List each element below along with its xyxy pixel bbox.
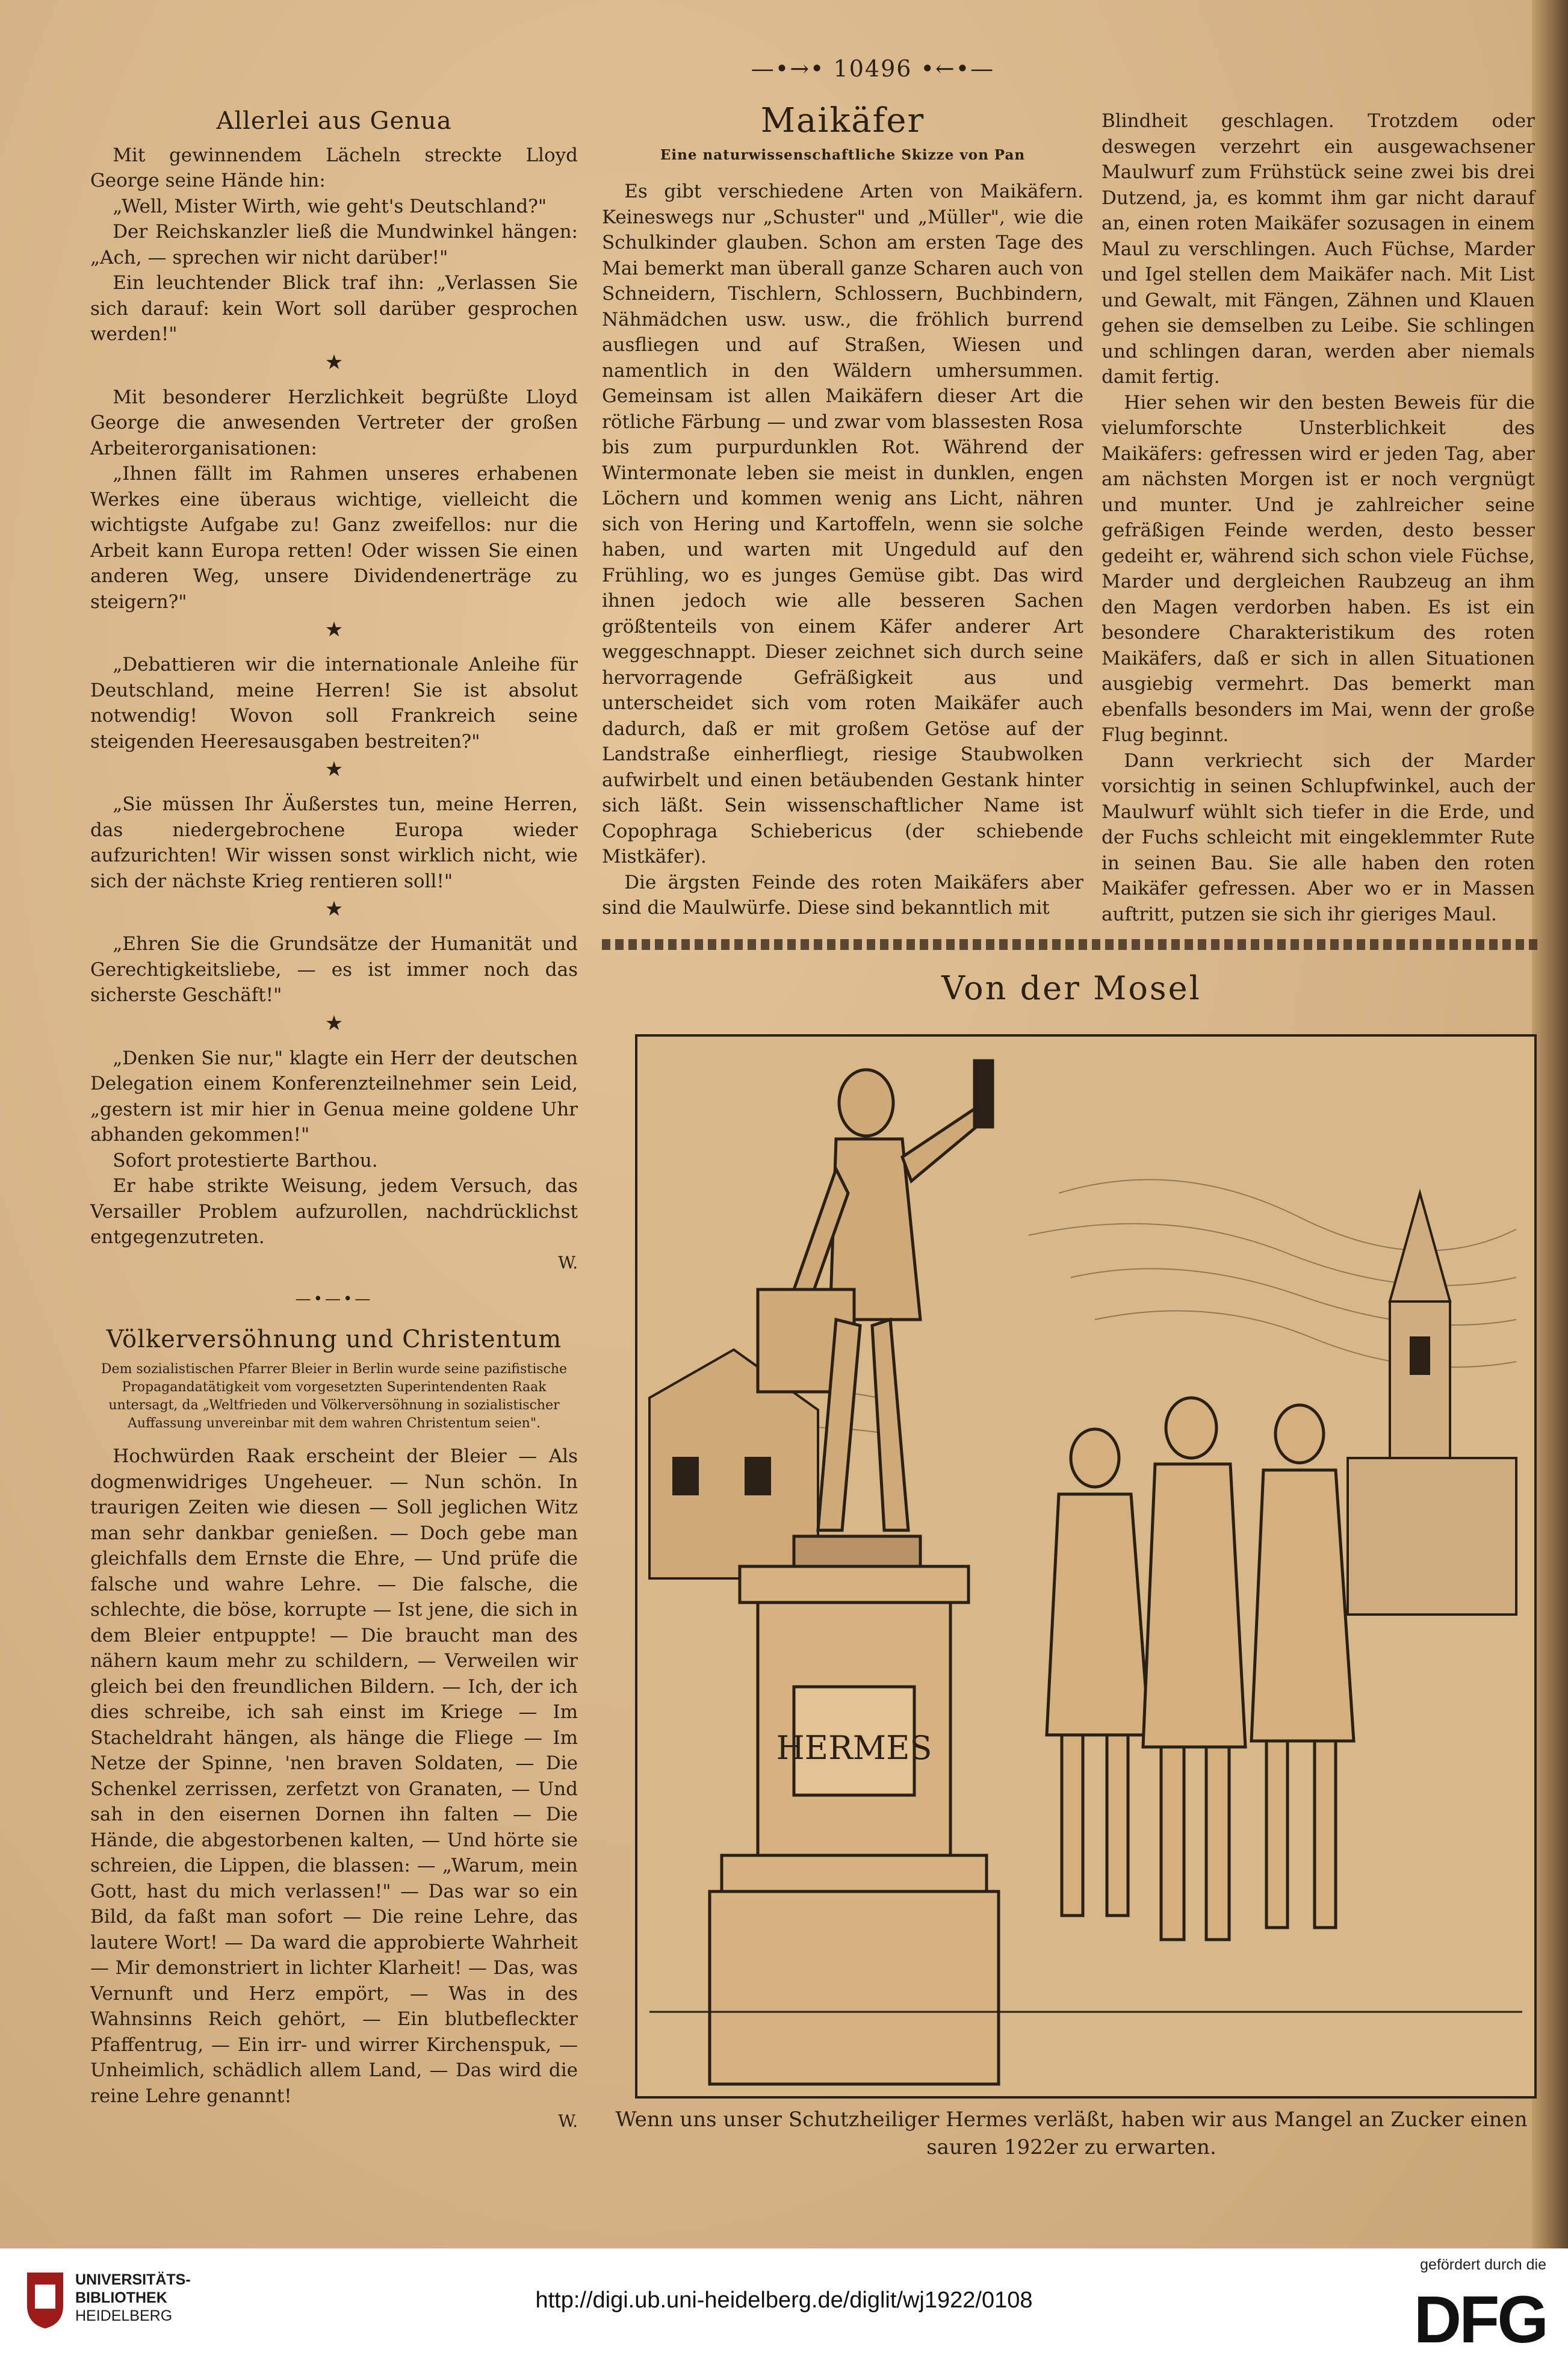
article-lead: Dem sozialistischen Pfarrer Bleier in Berlin wurde seine pazifistische Propagandatätigkeit vom vorgesetzten Superintendenten Raak untersagt, da „Weltfrieden und Völkerversöhnung in sozialistischer Auffassung unvereinbar mit dem wahren Christentum seien". <box>101 1362 568 1431</box>
left-column <box>90 108 578 2135</box>
cartoon-drawing <box>637 1037 1534 2096</box>
paragraph: Hier sehen wir den besten Beweis für die vielumforschte Unsterblichkeit des Maikäfers: gefressen wird er jeden Tag, aber am nächsten Morgen ist er noch vergnügt und munter. Und je zahlreicher seine gefräßigen Feinde werden, desto besser gedeiht er, während sich schon viele Füchse, Marder und dergleichen Raubzeug an ihm den Magen verdorben haben. Es ist ein besondere Charakteristikum des roten Maikäfers, daß er sich in allen Situationen ausgiebig vermehrt. Das bemerkt man ebenfalls besonders im Mai, wenn der große Flug beginnt. <box>1102 391 1535 746</box>
institution-line: BIBLIOTHEK <box>75 2289 167 2306</box>
star-separator: ★ <box>324 618 344 642</box>
illustration-heading: Von der Mosel <box>941 969 1201 1007</box>
book-spine <box>1532 0 1568 2248</box>
paragraph: Er habe strikte Weisung, jedem Versuch, das Versailler Problem aufzurollen, nachdrücklichst entgegenzutreten. <box>90 1175 578 1248</box>
paragraph: Die ärgsten Feinde des roten Maikäfers aber sind die Maulwürfe. Diese sind bekanntlich mit <box>602 871 1083 919</box>
paragraph: Mit besonderer Herzlichkeit begrüßte Lloyd George die anwesenden Vertreter der großen Arbeiterorganisationen: <box>90 386 578 459</box>
source-url-link[interactable]: http://digi.ub.uni-heidelberg.de/diglit/wj1922/0108 <box>535 2288 1033 2313</box>
paragraph: Dann verkriecht sich der Marder vorsichtig in seinen Schlupfwinkel, auch der Maulwurf wühlt sich tiefer in die Erde, und der Fuchs schleicht mit eingeklemmter Rute in seinen Bau. Sie alle haben den roten Maikäfer gefressen. Aber wo er in Massen auftritt, putzen sie sich ihr gieriges Maul. <box>1102 749 1535 925</box>
pedestal-drawing <box>710 1566 999 2084</box>
paragraph: Der Reichskanzler ließ die Mundwinkel hängen: „Ach, — sprechen wir nicht darüber!" <box>90 221 578 268</box>
right-column <box>1102 108 1535 927</box>
quote: „Well, Mister Wirth, wie geht's Deutschland?" <box>113 195 547 217</box>
signature: W. <box>558 1252 578 1273</box>
institution-line: HEIDELBERG <box>75 2307 173 2324</box>
three-men-drawing <box>1047 1398 1354 1940</box>
cartoon-illustration <box>635 1034 1537 2099</box>
quote: „Sie müssen Ihr Äußerstes tun, meine Herren, das niedergebrochene Europa wieder aufzurichten! Wir wissen sonst wirklich nicht, wie sich der nächste Krieg rentieren soll!" <box>90 793 578 892</box>
article-title-genua: Allerlei aus Genua <box>216 107 452 135</box>
illustration-caption: Wenn uns unser Schutzheiliger Hermes verläßt, haben wir aus Mangel an Zucker einen sauren 1922er zu erwarten. <box>615 2108 1528 2159</box>
middle-column <box>602 101 1083 921</box>
institution-line: UNIVERSITÄTS- <box>75 2271 191 2288</box>
quote: „Ehren Sie die Grundsätze der Humanität und Gerechtigkeitsliebe, — es ist immer noch das sicherste Geschäft!" <box>90 933 578 1006</box>
article-title-voelkerversoehnung: Völkerversöhnung und Christentum <box>106 1325 562 1353</box>
church-drawing <box>1348 1193 1516 1615</box>
poem-text: Hochwürden Raak erscheint der Bleier — Als dogmenwidriges Ungeheuer. — Nun schön. In traurigen Zeiten wie diesen — Soll jeglichen Witz man sehr dankbar genießen. — Doch gebe man gleichfalls dem Ernste die Ehre, — Und prüfe die falsche und wahre Lehre. — Die falsche, die schlechte, die böse, korrupte — Ist jene, die sich in dem Bleier entpuppte! — Die braucht man des nähern kaum mehr zu schildern, — Verweilen wir gleich bei den freundlichen Bildern. — Ich, der ich dies schreibe, ich sah einst im Kriege — Im Stacheldraht hängen, als hänge die Fliege — Im Netze der Spinne, 'nen braven Soldaten, — Die Schenkel zerrissen, zerfetzt von Granaten, — Und sah in den eisernen Dornen ihn falten — Die Hände, die abgestorbenen kalten, — Und hörte sie schreien, die Lippen, die blassen: — „Warum, mein Gott, hast du mich verlassen!" — Das war so ein Bild, da faßt man sofort — Die reine Lehre, das lautere Wort! — Da ward die approbierte Wahrheit — Mir demonstriert in lichter Klarheit! — Das, was Vernunft und Herz empört, — Was in des Wahnsinns Reich gehört, — Ein blutbefleckter Pfaffentrug, — Ein irr- und wirrer Kirchenspuk, — Unheimlich, schädlich allem Land, — Das wird die reine Lehre genannt! <box>90 1445 578 2107</box>
wavy-divider <box>602 939 1541 950</box>
paragraph: Mit gewinnendem Lächeln streckte Lloyd George seine Hände hin: <box>90 144 578 191</box>
paragraph: Ein leuchtender Blick traf ihn: „Verlassen Sie sich darauf: kein Wort soll darüber gesprochen werden!" <box>90 272 578 345</box>
pedestal-inscription: HERMES <box>776 1729 932 1767</box>
star-separator: ★ <box>324 350 344 374</box>
article-subtitle: Eine naturwissenschaftliche Skizze von Pan <box>660 146 1026 163</box>
signature: W. <box>558 2111 578 2131</box>
ornament-divider: —•—•— <box>295 1290 373 1308</box>
page-number: —•→• 10496 •←•— <box>751 55 995 82</box>
article-title-maikaefer: Maikäfer <box>760 101 925 140</box>
paragraph: Blindheit geschlagen. Trotzdem oder deswegen verzehrt ein ausgewachsener Maulwurf zum Frühstück seine zwei bis drei Dutzend, ja, es kommt ihm gar nicht darauf an, einen roten Maikäfer sozusagen in einem Maul zu verschlingen. Auch Füchse, Marder und Igel stellen dem Maikäfer nach. Mit List und Gewalt, mit Fängen, Zähnen und Klauen gehen sie demselben zu Leibe. Sie schlingen und schlingen daran, werden aber niemals damit fertig. <box>1102 110 1535 388</box>
quote: „Denken Sie nur," klagte ein Herr der deutschen Delegation einem Konferenzteilnehmer sein Leid, „gestern ist mir hier in Genua meine goldene Uhr abhanden gekommen!" <box>90 1047 578 1146</box>
star-separator: ★ <box>324 757 344 781</box>
paragraph: Es gibt verschiedene Arten von Maikäfern. Keineswegs nur „Schuster" und „Müller", wie die Schulkinder glauben. Schon am ersten Tage des Mai bemerkt man überall ganze Scharen auch von Schneidern, Tischlern, Schlossern, Buchbindern, Nähmädchen usw. usw., die fröhlich burrend ausfliegen und auf Straßen, Wiesen und namentlich in den Wäldern umhersummen. Gemeinsam ist allen Maikäfern dieser Art die rötliche Färbung — und zwar vom blassesten Rosa bis zum purpurdunklen Rot. Während der Wintermonate leben sie meist in dunklen, engen Löchern und kommen wenig ans Licht, nähren sich von Hering und Kartoffeln, wenn sie solche haben, und warten mit Ungeduld auf den Frühling, wo es junges Gemüse gibt. Das wird ihnen jedoch wie alle besseren Sachen größtenteils von einem Käfer anderer Art weggeschnappt. Dieser zeichnet sich durch seine hervorragende Gefräßigkeit aus und unterscheidet sich vom roten Maikäfer auch dadurch, daß er mit großem Getöse auf der Landstraße einherfliegt, riesige Staubwolken aufwirbelt und einen betäubenden Gestank hinter sich läßt. Sein wissenschaftlicher Name ist Copophraga Schiebericus (der schiebende Mistkäfer). <box>602 181 1083 867</box>
quote: „Debattieren wir die internationale Anleihe für Deutschland, meine Herren! Sie ist absolut notwendig! Wovon soll Frankreich seine steigenden Heeresausgaben bestreiten?" <box>90 654 578 752</box>
quote: „Ihnen fällt im Rahmen unseres erhabenen Werkes eine überaus wichtige, vielleicht die wichtigste Aufgabe zu! Ganz zweifellos: nur die Arbeit kann Europa retten! Oder wissen Sie einen anderen Weg, unsere Dividendenerträge zu steigern?" <box>90 463 578 613</box>
dfg-logo: DFG <box>1413 2283 1546 2357</box>
funded-by-label: gefördert durch die <box>1420 2256 1546 2273</box>
paragraph: Sofort protestierte Barthou. <box>113 1149 378 1171</box>
star-separator: ★ <box>324 897 344 921</box>
star-separator: ★ <box>324 1011 344 1035</box>
